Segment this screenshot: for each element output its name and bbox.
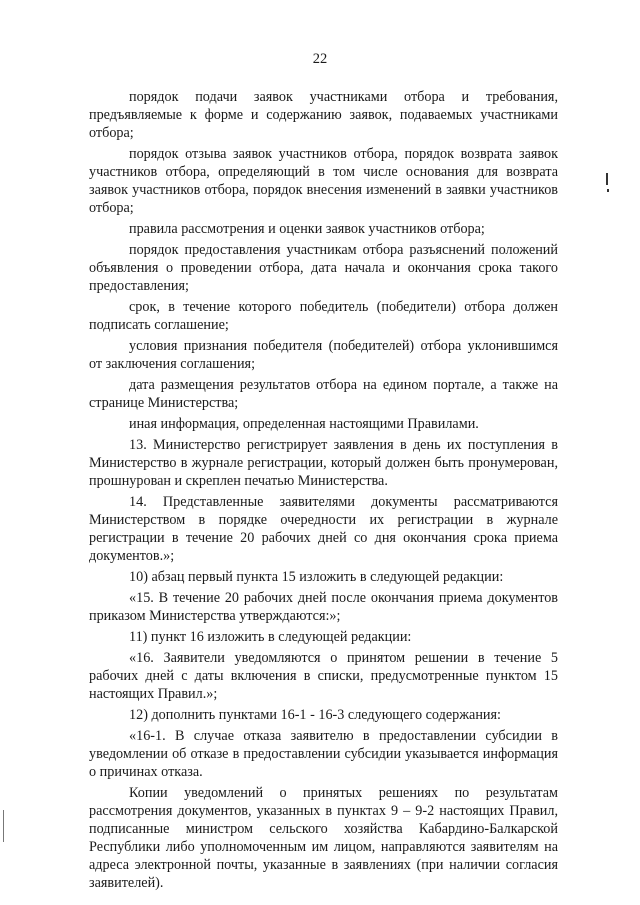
scan-mark <box>606 173 608 185</box>
paragraph: 11) пункт 16 изложить в следующей редакции: <box>129 629 412 645</box>
paragraph: порядок подачи заявок участниками отбора и требования, предъявляемые к форме и содержанию заявок, подаваемых участниками отбора; <box>89 89 558 141</box>
paragraph: «16. Заявители уведомляются о принятом решении в течение 5 рабочих дней с даты включения в списки, предусмотренные пунктом 15 настоящих Правил.»; <box>89 650 558 702</box>
paragraph: правила рассмотрения и оценки заявок участников отбора; <box>129 221 485 237</box>
paragraph: 12) дополнить пунктами 16-1 - 16-3 следующего содержания: <box>129 707 501 723</box>
paragraph: порядок отзыва заявок участников отбора, порядок возврата заявок участников отбора, определяющий в том числе основания для возврата заявок участников отбора, порядок внесения изменений в заявки участников отбора; <box>89 146 558 216</box>
page-number: 22 <box>312 51 328 67</box>
paragraph: порядок предоставления участникам отбора разъяснений положений объявления о проведении отбора, дата начала и окончания срока такого предоставления; <box>89 242 558 294</box>
paragraph: «16-1. В случае отказа заявителю в предоставлении субсидии в уведомлении об отказе в предоставлении субсидии указывается информация о причинах отказа. <box>89 728 558 780</box>
paragraph: Копии уведомлений о принятых решениях по результатам рассмотрения документов, указанных в пунктах 9 – 9-2 настоящих Правил, подписанные министром сельского хозяйства Кабардино-Балкарской Республики либо уполномоченным им лицом, направляются заявителям на адреса электронной почты, указанные в заявлениях (при наличии согласия заявителей). <box>89 785 558 891</box>
paragraph: срок, в течение которого победитель (победители) отбора должен подписать соглашение; <box>89 299 558 333</box>
paragraph: 14. Представленные заявителями документы рассматриваются Министерством в порядке очередности их регистрации в журнале регистрации в течение 20 рабочих дней со дня окончания срока приема документов.»; <box>89 494 558 564</box>
scan-mark <box>607 189 609 192</box>
document-body <box>89 88 558 895</box>
paragraph: 13. Министерство регистрирует заявления в день их поступления в Министерство в журнале регистрации, который должен быть пронумерован, прошнурован и скреплен печатью Министерства. <box>89 437 558 489</box>
paragraph: 10) абзац первый пункта 15 изложить в следующей редакции: <box>129 569 504 585</box>
paragraph: «15. В течение 20 рабочих дней после окончания приема документов приказом Министерства утверждаются:»; <box>89 590 558 624</box>
paragraph: дата размещения результатов отбора на едином портале, а также на странице Министерства; <box>89 377 558 411</box>
paragraph: иная информация, определенная настоящими Правилами. <box>129 416 479 432</box>
scan-edge-line <box>3 810 4 842</box>
paragraph: условия признания победителя (победителей) отбора уклонившимся от заключения соглашения; <box>89 338 558 372</box>
